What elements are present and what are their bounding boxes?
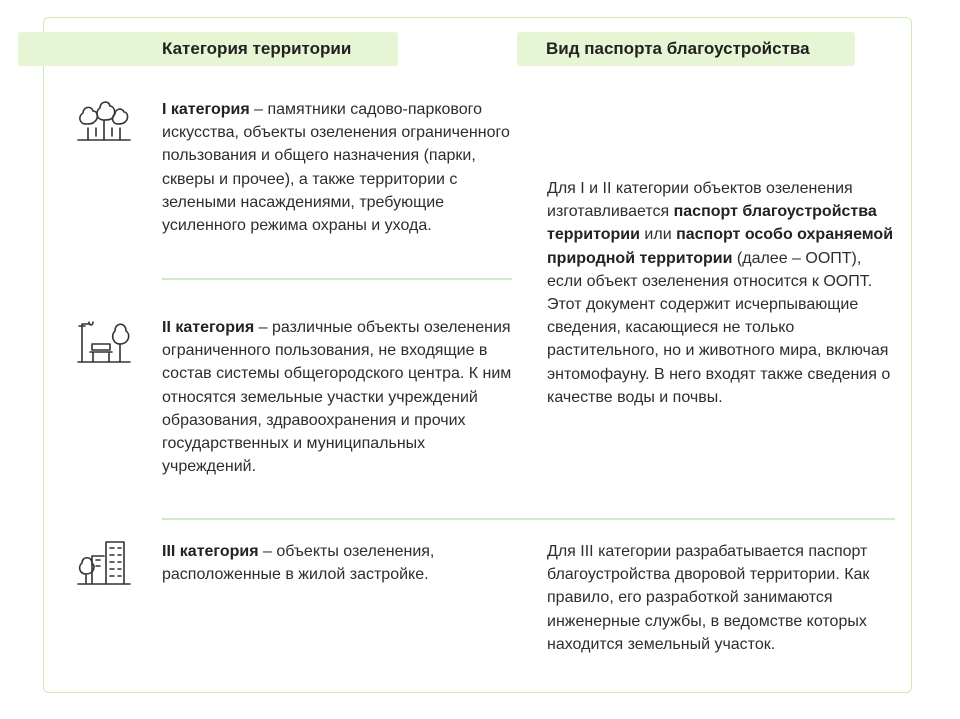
passport-1-part-1: Для I и II категории объектов озеленения изготавливается: [547, 180, 853, 221]
passport-2-text: Для III категории разрабатывается паспорт благоустройства дворовой территории. Как правило, его разработкой занимаются инженерные службы, в ведомстве которых находится земельный участок.: [547, 543, 870, 653]
row-divider-1: [162, 278, 512, 280]
row-divider-2: [162, 518, 895, 520]
header-passport: [517, 32, 855, 66]
category-3-text: [162, 540, 512, 586]
header-category: [18, 32, 398, 66]
category-2-description: – различные объекты озеленения ограниченного пользования, не входящие в состав системы общегородского центра. К ним относятся земельные участки учреждений образования, здравоохранения и прочих государственных и муниципальных учреждений.: [162, 319, 512, 476]
header-category-label: Категория территории: [162, 39, 352, 58]
passport-1-bold-1: паспорт благоустройства территории: [547, 203, 877, 244]
bench-lamp-icon: [76, 314, 132, 364]
passport-1-part-2: или: [639, 226, 677, 244]
category-1-title: I категория: [162, 101, 250, 118]
passport-1-part-3: (далее – ООПТ), если объект озеленения относится к ООПТ. Этот документ содержит исчерпывающие сведения, касающиеся не только растительного, но и животного мира, включая энтомофауну. В него входят также сведения о качестве воды и почвы.: [547, 249, 891, 406]
category-1-description: – памятники садово-паркового искусства, объекты озеленения ограниченного пользования и общего назначения (парки, скверы и прочее), а также территории с зелеными насаждениями, требующие усиленного режима охраны и ухода.: [162, 101, 510, 235]
category-3-title: III категория: [162, 543, 259, 560]
category-3-description: – объекты озеленения, расположенные в жилой застройке.: [162, 543, 435, 584]
park-trees-icon: [76, 98, 132, 148]
category-2-text: [162, 316, 517, 478]
category-2-title: II категория: [162, 319, 255, 336]
residential-building-icon: [76, 538, 132, 588]
passport-1-text: [547, 177, 899, 409]
header-passport-label: Вид паспорта благоустройства: [546, 39, 810, 58]
passport-1-bold-2: паспорт особо охраняемой природной территории: [547, 226, 894, 267]
category-1-text: [162, 98, 512, 237]
